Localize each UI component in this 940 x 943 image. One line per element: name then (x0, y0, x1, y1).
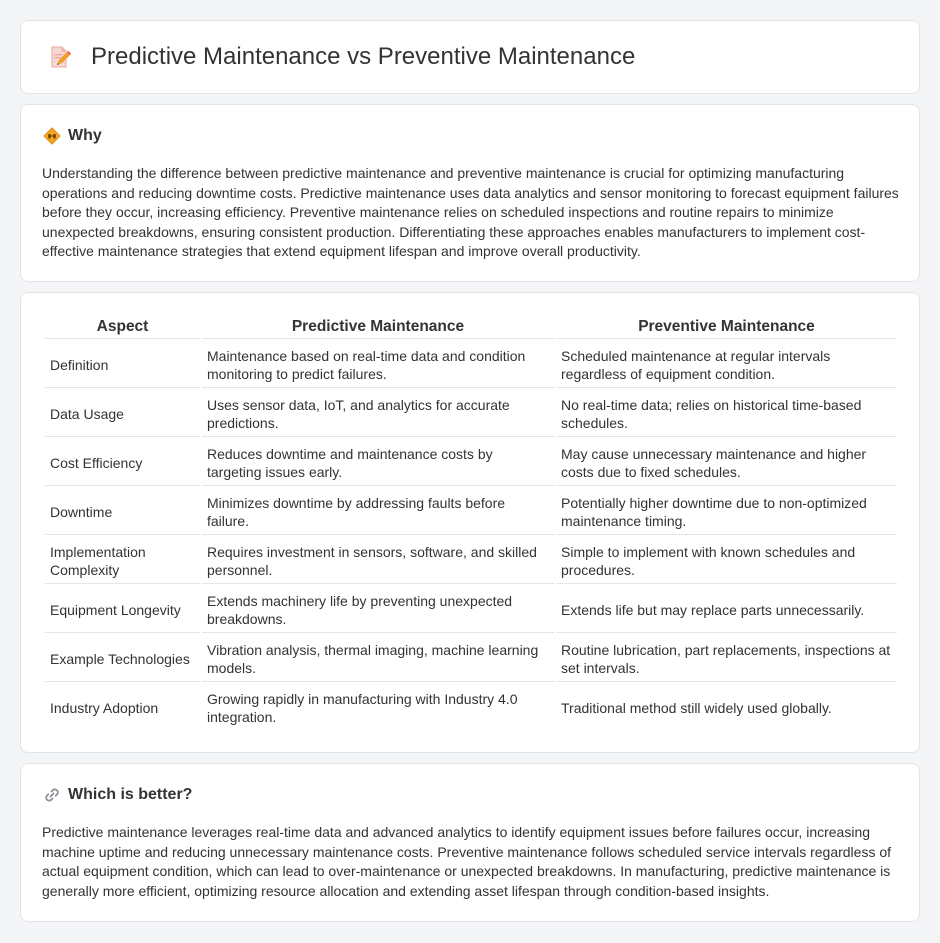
predictive-cell: Maintenance based on real-time data and condition monitoring to predict failures. (202, 339, 554, 388)
predictive-cell: Extends machinery life by preventing unexpected breakdowns. (202, 584, 554, 633)
table-row (45, 682, 897, 731)
column-header-preventive: Preventive Maintenance (556, 314, 897, 339)
preventive-cell: Extends life but may replace parts unnecessarily. (556, 584, 897, 633)
aspect-cell: Data Usage (45, 388, 200, 437)
comparison-section (20, 292, 920, 753)
aspect-cell: Industry Adoption (50, 700, 159, 716)
predictive-cell: Growing rapidly in manufacturing with Industry 4.0 integration. (207, 691, 518, 725)
table-row (45, 339, 897, 388)
preventive-cell: May cause unnecessary maintenance and higher costs due to fixed schedules. (556, 437, 897, 486)
which-is-better-heading: Which is better? (68, 786, 193, 803)
table-row (45, 535, 897, 584)
title-card (20, 20, 920, 94)
preventive-cell: No real-time data; relies on historical time-based schedules. (556, 388, 897, 437)
predictive-cell: Uses sensor data, IoT, and analytics for accurate predictions. (202, 388, 554, 437)
why-section (20, 104, 920, 282)
document-edit-icon (47, 45, 71, 69)
table-row (45, 633, 897, 682)
column-header-aspect: Aspect (45, 314, 200, 339)
aspect-cell: Equipment Longevity (45, 584, 200, 633)
table-row (45, 388, 897, 437)
table-row (45, 584, 897, 633)
aspect-cell: Definition (45, 339, 200, 388)
page-title: Predictive Maintenance vs Preventive Maintenance (91, 43, 636, 70)
link-icon (43, 786, 61, 804)
table-row (45, 437, 897, 486)
aspect-cell: Example Technologies (45, 633, 200, 682)
aspect-cell: Cost Efficiency (45, 437, 200, 486)
aspect-cell: Downtime (45, 486, 200, 535)
preventive-cell: Scheduled maintenance at regular intervals regardless of equipment condition. (556, 339, 897, 388)
predictive-cell: Minimizes downtime by addressing faults before failure. (202, 486, 554, 535)
predictive-cell: Reduces downtime and maintenance costs by targeting issues early. (202, 437, 554, 486)
comparison-table (43, 314, 899, 731)
preventive-cell: Simple to implement with known schedules and procedures. (556, 535, 897, 584)
preventive-cell: Traditional method still widely used globally. (561, 700, 832, 716)
which-is-better-section (20, 763, 920, 922)
table-header-row (45, 314, 897, 339)
column-header-predictive: Predictive Maintenance (202, 314, 554, 339)
predictive-cell: Vibration analysis, thermal imaging, machine learning models. (202, 633, 554, 682)
why-heading: Why (68, 127, 102, 144)
why-body: Understanding the difference between predictive maintenance and preventive maintenance is crucial for optimizing manufacturing operations and reducing downtime costs. Predictive maintenance uses data analytics and sensor monitoring to forecast equipment failures before they occur, increasing efficiency. Preventive maintenance relies on scheduled inspections and routine repairs to minimize unexpected breakdowns, ensuring consistent production. Differentiating these approaches enables manufacturers to implement cost-effective maintenance strategies that extend equipment lifespan and improve overall productivity. (42, 165, 899, 260)
table-row (45, 486, 897, 535)
sign-icon (43, 127, 61, 145)
predictive-cell: Requires investment in sensors, software, and skilled personnel. (202, 535, 554, 584)
aspect-cell: Implementation Complexity (45, 535, 200, 584)
preventive-cell: Potentially higher downtime due to non-optimized maintenance timing. (556, 486, 897, 535)
which-is-better-body: Predictive maintenance leverages real-time data and advanced analytics to identify equipment issues before failures occur, increasing machine uptime and reducing unnecessary maintenance costs. Preventive maintenance follows scheduled service intervals regardless of actual equipment condition, which can lead to over-maintenance or unexpected breakdowns. In manufacturing, predictive maintenance is generally more efficient, optimizing resource allocation and extending asset lifespan through condition-based insights. (42, 824, 892, 899)
preventive-cell: Routine lubrication, part replacements, inspections at set intervals. (556, 633, 897, 682)
